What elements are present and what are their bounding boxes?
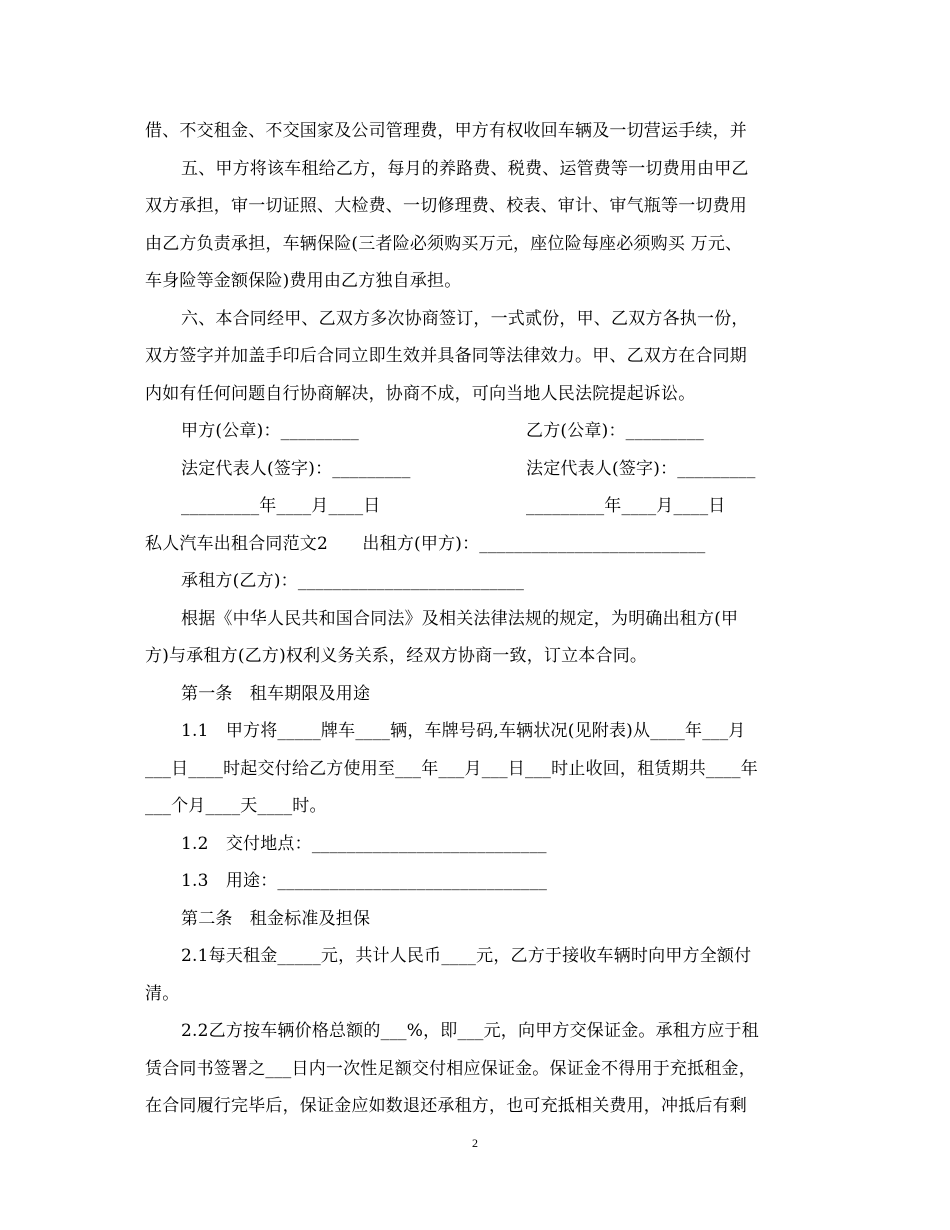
paragraph-line: 方)与承租方(乙方)权利义务关系，经双方协商一致，订立本合同。 <box>145 646 648 666</box>
paragraph-line: 2.2乙方按车辆价格总额的___%，即___元，向甲方交保证金。承租方应于租 <box>181 1021 759 1041</box>
paragraph-line: 2.1每天租金_____元，共计人民币____元，乙方于接收车辆时向甲方全额付 <box>181 946 752 966</box>
paragraph-line: 六、本合同经甲、乙双方多次协商签订，一式贰份，甲、乙双方各执一份， <box>181 309 749 329</box>
paragraph-line: ___个月____天____时。 <box>145 796 327 816</box>
paragraph-line: 1.2 交付地点：___________________________ <box>181 834 547 854</box>
paragraph-line: 内如有任何问题自行协商解决，协商不成，可向当地人民法院提起诉讼。 <box>145 384 696 404</box>
paragraph-line: 借、不交租金、不交国家及公司管理费，甲方有权收回车辆及一切营运手续，并 <box>145 121 747 141</box>
paragraph-line: 赁合同书签署之___日内一次性足额交付相应保证金。保证金不得用于充抵租金， <box>145 1059 756 1079</box>
paragraph-line: 1.1 甲方将_____牌车____辆，车牌号码,车辆状况(见附表)从____年___月 <box>181 721 746 741</box>
paragraph-line: ___日____时起交付给乙方使用至___年___月___日___时止收回，租赁期共____年 <box>145 759 758 779</box>
signature-date-b: _________年____月____日 <box>526 496 726 516</box>
signature-party-a: 甲方(公章)：_________ <box>181 421 359 441</box>
paragraph-line: 承租方(乙方)：__________________________ <box>181 571 525 591</box>
signature-date-a: _________年____月____日 <box>181 496 381 516</box>
signature-rep-b: 法定代表人(签字)：_________ <box>526 459 756 479</box>
paragraph-line: 双方签字并加盖手印后合同立即生效并具备同等法律效力。甲、乙双方在合同期 <box>145 346 747 366</box>
paragraph-line: 清。 <box>145 984 180 1004</box>
paragraph-line: 车身险等金额保险)费用由乙方独自承担。 <box>145 271 462 291</box>
page-number: 2 <box>472 1136 478 1150</box>
paragraph-line: 在合同履行完毕后，保证金应如数退还承租方，也可充抵相关费用，冲抵后有剩 <box>145 1096 747 1116</box>
paragraph-line: 1.3 用途：_______________________________ <box>181 871 548 891</box>
signature-rep-a: 法定代表人(签字)：_________ <box>181 459 411 479</box>
paragraph-line: 五、甲方将该车租给乙方，每月的养路费、税费、运管费等一切费用由甲乙 <box>181 159 749 179</box>
article-heading: 第一条 租车期限及用途 <box>181 684 371 704</box>
article-heading: 第二条 租金标准及担保 <box>181 909 371 929</box>
section-title: 私人汽车出租合同范文2 出租方(甲方)：__________________________ <box>145 534 706 554</box>
signature-party-b: 乙方(公章)：_________ <box>526 421 704 441</box>
paragraph-line: 双方承担，审一切证照、大检费、一切修理费、校表、审计、审气瓶等一切费用 <box>145 196 747 216</box>
paragraph-line: 根据《中华人民共和国合同法》及相关法律法规的规定，为明确出租方(甲 <box>181 609 739 629</box>
paragraph-line: 由乙方负责承担，车辆保险(三者险必须购买万元，座位险每座必须购买 万元、 <box>145 234 743 254</box>
